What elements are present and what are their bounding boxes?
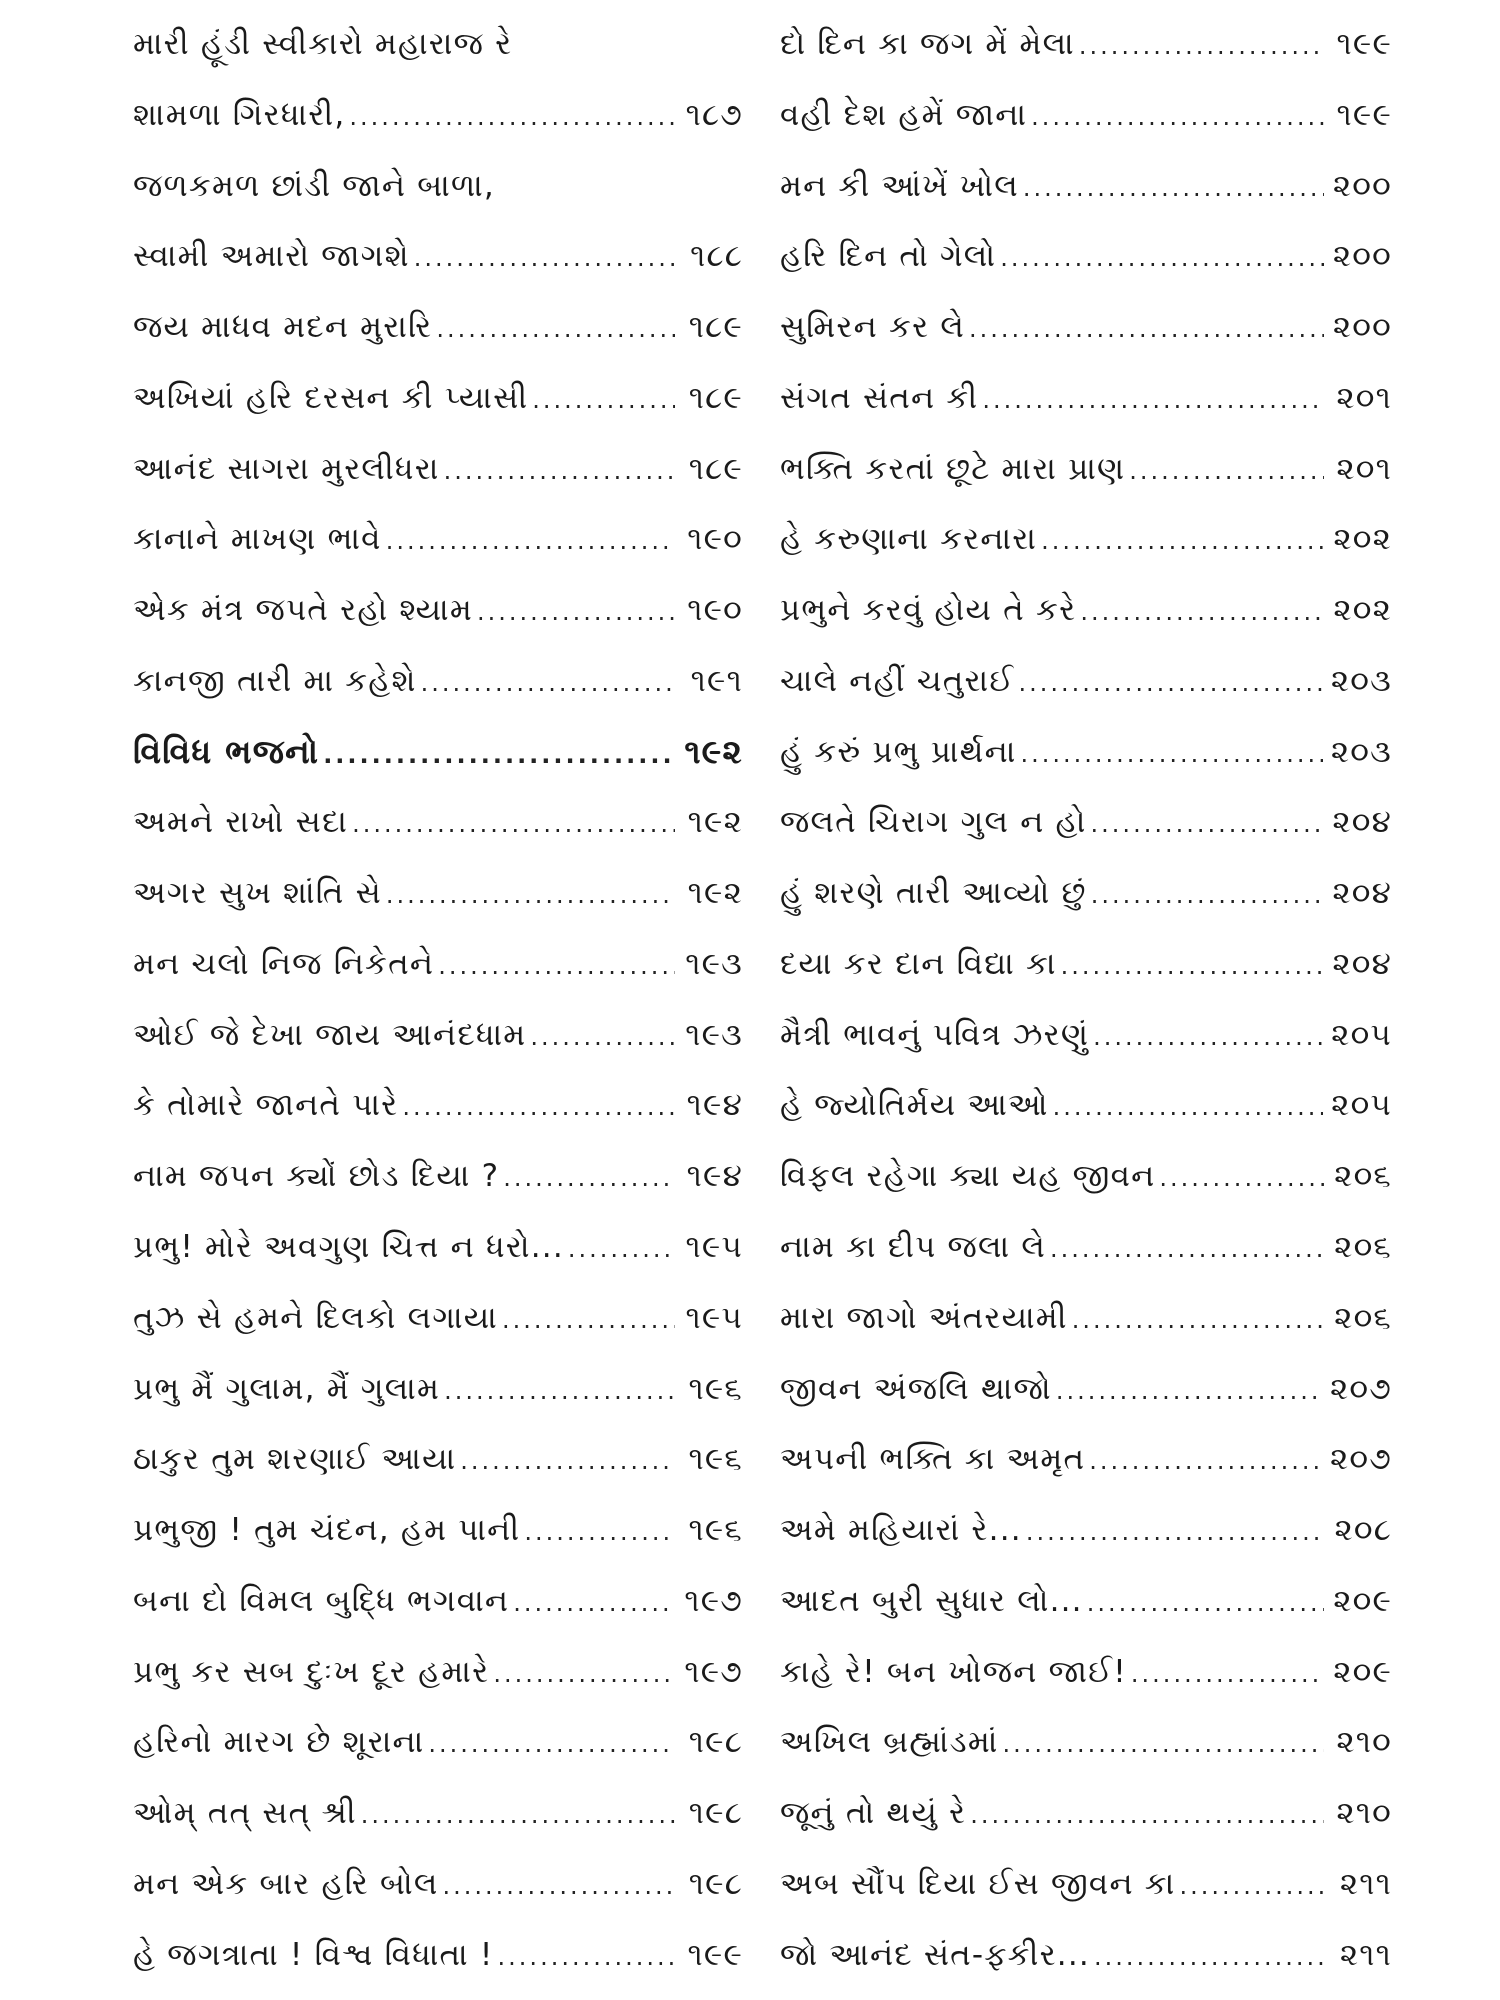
page-number: ૨૦૭ (1329, 1370, 1392, 1407)
dot-leader (1023, 156, 1324, 218)
entry-title: ઠાકુર તુમ શરણાઈ આયા (133, 1441, 457, 1478)
page-number: ૧૯૩ (685, 945, 743, 982)
index-entry (780, 224, 1392, 288)
entry-title: નામ કા દીપ જલા લે (780, 1229, 1046, 1266)
index-entry (133, 1286, 743, 1350)
index-entry (780, 1215, 1392, 1279)
entry-title: વિવિધ ભજનો (133, 731, 320, 771)
index-entry (780, 720, 1392, 784)
entry-title: હરિનો મારગ છે શૂરાના (133, 1724, 425, 1761)
entry-title: વિફલ રહેગા ક્યા યહ જીવન (780, 1158, 1156, 1195)
dot-leader (438, 934, 675, 996)
index-entry (133, 366, 743, 430)
dot-leader (1003, 1712, 1324, 1774)
index-entry (133, 1640, 743, 1704)
dot-leader (1061, 934, 1324, 996)
index-entry (780, 437, 1392, 501)
page-number: ૧૯૩ (685, 1016, 743, 1053)
entry-title: જો આનંદ સંત-ફકીર... (780, 1936, 1090, 1973)
dot-leader (386, 863, 675, 925)
index-entry (780, 295, 1392, 359)
entry-title: જય માધવ મદન મુરારિ (133, 309, 433, 346)
page-number: ૨૦૮ (1334, 1512, 1392, 1549)
entry-title: હે જ્યોતિર્મય આઓ (780, 1087, 1049, 1124)
entry-title: ઓઈ જે દેખા જાય આનંદધામ (133, 1016, 527, 1053)
index-entry (780, 154, 1392, 218)
entry-title: ચાલે નહીં ચતુરાઈ (780, 662, 1015, 699)
page-number: ૨૦૩ (1330, 733, 1392, 770)
page-number: ૧૮૭ (685, 96, 743, 133)
dot-leader (1050, 1217, 1324, 1279)
index-entry (780, 1073, 1392, 1137)
dot-leader (493, 1642, 675, 1704)
dot-leader (982, 368, 1324, 430)
entry-title: વહી દેશ હમેં જાના (780, 96, 1028, 133)
dot-leader (1094, 1925, 1324, 1987)
page-number: ૧૯૮ (688, 1795, 743, 1832)
index-entry (133, 507, 743, 571)
entry-title: હે જગત્રાતા ! વિશ્વ વિધાતા ! (133, 1936, 494, 1973)
page-number: ૨૦૬ (1334, 1299, 1392, 1336)
section-heading (133, 720, 743, 784)
entry-title: સ્વામી અમારો જાગશે (133, 238, 410, 275)
page-number: ૨૧૦ (1336, 1795, 1392, 1832)
page-number: ૨૦૨ (1333, 521, 1392, 558)
index-entry (780, 1498, 1392, 1562)
entry-title: પ્રભુ મૈં ગુલામ, મૈં ગુલામ (133, 1370, 441, 1407)
dot-leader (1091, 863, 1324, 925)
dot-leader (532, 368, 675, 430)
entry-title: પ્રભુજી ! તુમ ચંદન, હમ પાની (133, 1512, 521, 1549)
index-entry (780, 932, 1392, 996)
index-entry (133, 154, 743, 218)
entry-title: કાનજી તારી મા કહેશે (133, 662, 417, 699)
dot-leader (386, 509, 675, 571)
dot-leader (530, 1005, 675, 1067)
dot-leader (1026, 1500, 1324, 1562)
page-number: ૨૦૪ (1332, 875, 1392, 912)
index-entry (133, 1781, 743, 1845)
dot-leader (1021, 722, 1323, 784)
page-number: ૨૦૦ (1332, 167, 1392, 204)
page-number: ૧૯૮ (688, 1865, 743, 1902)
dot-leader (568, 1217, 675, 1279)
entry-title: એક મંત્ર જપતે રહો શ્યામ (133, 592, 473, 629)
index-entry (133, 790, 743, 854)
entry-title: દયા કર દાન વિદ્યા કા (780, 945, 1057, 982)
page-number: ૨૦૦ (1332, 238, 1392, 275)
entry-title: સંગત સંતન કી (780, 379, 979, 416)
entry-title: જીવન અંજલિ થાજો (780, 1370, 1052, 1407)
page-number: ૨૧૦ (1336, 1724, 1392, 1761)
page-number: ૨૦૫ (1331, 1016, 1392, 1053)
index-entry (133, 932, 743, 996)
entry-title: કાહે રે! બન ખોજન જાઈ! (780, 1653, 1127, 1690)
dot-leader (477, 580, 675, 642)
entry-title: જળકમળ છાંડી જાને બાળા, (133, 167, 495, 204)
page-number: ૧૮૯ (688, 379, 743, 416)
entry-title: હરિ દિન તો ગેલો (780, 238, 997, 275)
index-entry (133, 1215, 743, 1279)
index-entry (780, 1286, 1392, 1350)
page-number: ૨૧૧ (1339, 1865, 1392, 1902)
index-entry (133, 12, 743, 76)
page-number: ૧૯૬ (688, 1512, 743, 1549)
index-entry (780, 1427, 1392, 1491)
entry-title: પ્રભુ! મોરે અવગુણ ચિત્ત ન ધરો... (133, 1229, 564, 1266)
dot-leader (421, 651, 675, 713)
entry-title: તુઝ સે હમને દિલકો લગાયા (133, 1299, 498, 1336)
dot-leader (428, 1712, 675, 1774)
entry-title: અમને રાખો સદા (133, 804, 349, 841)
entry-title: કે તોમારે જાનતે પારે (133, 1087, 399, 1124)
entry-title: ભક્તિ કરતાં છૂટે મારા પ્રાણ (780, 450, 1126, 487)
index-entry (780, 1923, 1392, 1987)
index-entry (780, 578, 1392, 642)
page-number: ૧૯૨ (684, 731, 743, 771)
right-column (780, 12, 1392, 1987)
page-number: ૧૯૯ (1336, 26, 1392, 62)
entry-title: દો દિન કા જગ મેં મેલા (780, 26, 1075, 62)
dot-leader (1091, 792, 1324, 854)
entry-title: અખિયાં હરિ દરસન કી પ્યાસી (133, 379, 529, 416)
entry-title: આદત બુરી સુધાર લો... (780, 1582, 1083, 1619)
dot-leader (442, 1854, 675, 1916)
entry-title: મન એક બાર હરિ બોલ (133, 1865, 439, 1902)
dot-leader (1080, 580, 1324, 642)
page-number: ૨૦૪ (1332, 945, 1392, 982)
index-entry (133, 1498, 743, 1562)
page-number: ૧૯૫ (685, 1299, 743, 1336)
dot-leader (1072, 1288, 1324, 1350)
page-number: ૧૯૯ (1336, 96, 1392, 133)
page-number: ૨૦૬ (1334, 1229, 1392, 1266)
page-number: ૧૯૮ (688, 1724, 743, 1761)
index-entry (133, 861, 743, 925)
dot-leader (503, 1146, 675, 1208)
page-number: ૨૦૪ (1332, 804, 1392, 841)
dot-leader (1179, 1854, 1324, 1916)
page-number: ૨૦૩ (1330, 662, 1392, 699)
index-entry (133, 1144, 743, 1208)
dot-leader (1131, 1642, 1324, 1704)
page-number: ૧૮૯ (688, 450, 743, 487)
entry-title: કાનાને માખણ ભાવે (133, 521, 382, 558)
entry-title: મૈત્રી ભાવનું પવિત્ર ઝરણું (780, 1016, 1090, 1053)
page-number: ૨૦૦ (1332, 309, 1392, 346)
index-entry (780, 1852, 1392, 1916)
dot-leader (444, 439, 675, 501)
dot-leader (1000, 226, 1324, 288)
dot-leader (1089, 1429, 1322, 1491)
entry-title: અપની ભક્તિ કા અમૃત (780, 1441, 1086, 1478)
dot-leader (414, 226, 675, 288)
entry-title: મન ચલો નિજ નિકેતને (133, 945, 435, 982)
entry-title: પ્રભુ કર સબ દુઃખ દૂર હમારે (133, 1653, 490, 1690)
index-entry (133, 295, 743, 359)
index-entry (780, 507, 1392, 571)
index-entry (133, 649, 743, 713)
entry-title: મારી હૂંડી સ્વીકારો મહારાજ રે (133, 26, 513, 62)
page-number: ૧૯૧ (690, 662, 743, 699)
index-entry (780, 1569, 1392, 1633)
page-number: ૨૦૧ (1336, 379, 1392, 416)
page-number: ૧૯૫ (685, 1229, 743, 1266)
page-number: ૨૦૯ (1333, 1582, 1392, 1619)
dot-leader (502, 1288, 675, 1350)
page-number: ૨૧૧ (1339, 1936, 1392, 1973)
page-number: ૧૯૦ (687, 592, 743, 629)
index-entry (133, 1710, 743, 1774)
page-number: ૧૯૬ (688, 1370, 743, 1407)
index-entry (133, 578, 743, 642)
index-entry (133, 1427, 743, 1491)
entry-title: મન કી આંખેં ખોલ (780, 167, 1019, 204)
entry-title: ઓમ્ તત્ સત્ શ્રી (133, 1795, 357, 1832)
entry-title: જલતે ચિરાગ ગુલ ન હો (780, 804, 1087, 841)
index-entry (780, 861, 1392, 925)
entry-title: પ્રભુને કરવું હોય તે કરે (780, 592, 1077, 629)
dot-leader (352, 792, 675, 854)
entry-title: આનંદ સાગરા મુરલીધરા (133, 450, 440, 487)
index-entry (133, 1923, 743, 1987)
index-entry (780, 366, 1392, 430)
entry-title: હું શરણે તારી આવ્યો છું (780, 875, 1087, 912)
index-entry (780, 12, 1392, 76)
index-entry (133, 1073, 743, 1137)
dot-leader (402, 1075, 675, 1137)
dot-leader (1079, 14, 1324, 76)
index-entry (780, 1781, 1392, 1845)
entry-title: અબ સૌંપ દિયા ઈસ જીવન કા (780, 1865, 1176, 1902)
dot-leader (524, 1500, 675, 1562)
index-entry (780, 1710, 1392, 1774)
index-entry (133, 1569, 743, 1633)
dot-leader (349, 85, 675, 147)
index-entry (780, 1003, 1392, 1067)
entry-title: શામળા ગિરધારી, (133, 96, 346, 133)
entry-title: અખિલ બ્રહ્માંડમાં (780, 1724, 999, 1761)
dot-leader (1031, 85, 1324, 147)
dot-leader (969, 297, 1324, 359)
page-number: ૨૦૯ (1333, 1653, 1392, 1690)
page-number: ૧૯૪ (686, 1087, 743, 1124)
page-number: ૧૯૨ (687, 875, 743, 912)
dot-leader (460, 1429, 675, 1491)
page-number: ૧૯૭ (684, 1582, 743, 1619)
entry-title: અમે મહિયારાં રે... (780, 1512, 1022, 1549)
entry-title: હું કરું પ્રભુ પ્રાર્થના (780, 733, 1017, 770)
page-number: ૨૦૬ (1334, 1158, 1392, 1195)
dot-leader (1087, 1571, 1324, 1633)
dot-leader (323, 723, 675, 784)
entry-title: સુમિરન કર લે (780, 309, 965, 346)
dot-leader (1041, 509, 1324, 571)
entry-title: હે કરુણાના કરનારા (780, 521, 1038, 558)
page-number: ૨૦૨ (1333, 592, 1392, 629)
dot-leader (361, 1783, 675, 1845)
entry-title: નામ જપન ક્યોં છોડ દિયા ? (133, 1158, 500, 1195)
dot-leader (1018, 651, 1322, 713)
index-entry (780, 790, 1392, 854)
entry-title: જૂનું તો થયું રે (780, 1795, 967, 1832)
index-entry (133, 1852, 743, 1916)
page-number: ૨૦૫ (1331, 1087, 1392, 1124)
index-entry (133, 437, 743, 501)
page-number: ૧૯૯ (687, 1936, 743, 1973)
dot-leader (498, 1925, 675, 1987)
left-column (133, 12, 743, 1987)
entry-title: મારા જાગો અંતરયામી (780, 1299, 1068, 1336)
index-entry (780, 1640, 1392, 1704)
index-entry (133, 1003, 743, 1067)
page-number: ૧૯૦ (687, 521, 743, 558)
index-entry (133, 83, 743, 147)
index-entry (780, 649, 1392, 713)
dot-leader (1129, 439, 1324, 501)
index-entry (133, 1357, 743, 1421)
page-number: ૧૯૭ (684, 1653, 743, 1690)
dot-leader (436, 297, 675, 359)
page-number: ૧૯૨ (687, 804, 743, 841)
dot-leader (970, 1783, 1324, 1845)
dot-leader (513, 1571, 675, 1633)
entry-title: બના દો વિમલ બુદ્ધિ ભગવાન (133, 1582, 510, 1619)
entry-title: અગર સુખ શાંતિ સે (133, 875, 382, 912)
page-number: ૧૮૮ (690, 238, 743, 275)
dot-leader (1053, 1075, 1324, 1137)
dot-leader (444, 1359, 675, 1421)
page-number: ૧૯૬ (688, 1441, 743, 1478)
page-number: ૨૦૧ (1336, 450, 1392, 487)
dot-leader (1056, 1359, 1322, 1421)
index-entry (780, 83, 1392, 147)
dot-leader (1093, 1005, 1323, 1067)
index-entry (780, 1144, 1392, 1208)
page-number: ૨૦૭ (1329, 1441, 1392, 1478)
page-number: ૧૯૪ (686, 1158, 743, 1195)
index-entry (780, 1357, 1392, 1421)
dot-leader (1159, 1146, 1324, 1208)
index-entry (133, 224, 743, 288)
page-number: ૧૮૯ (688, 309, 743, 346)
